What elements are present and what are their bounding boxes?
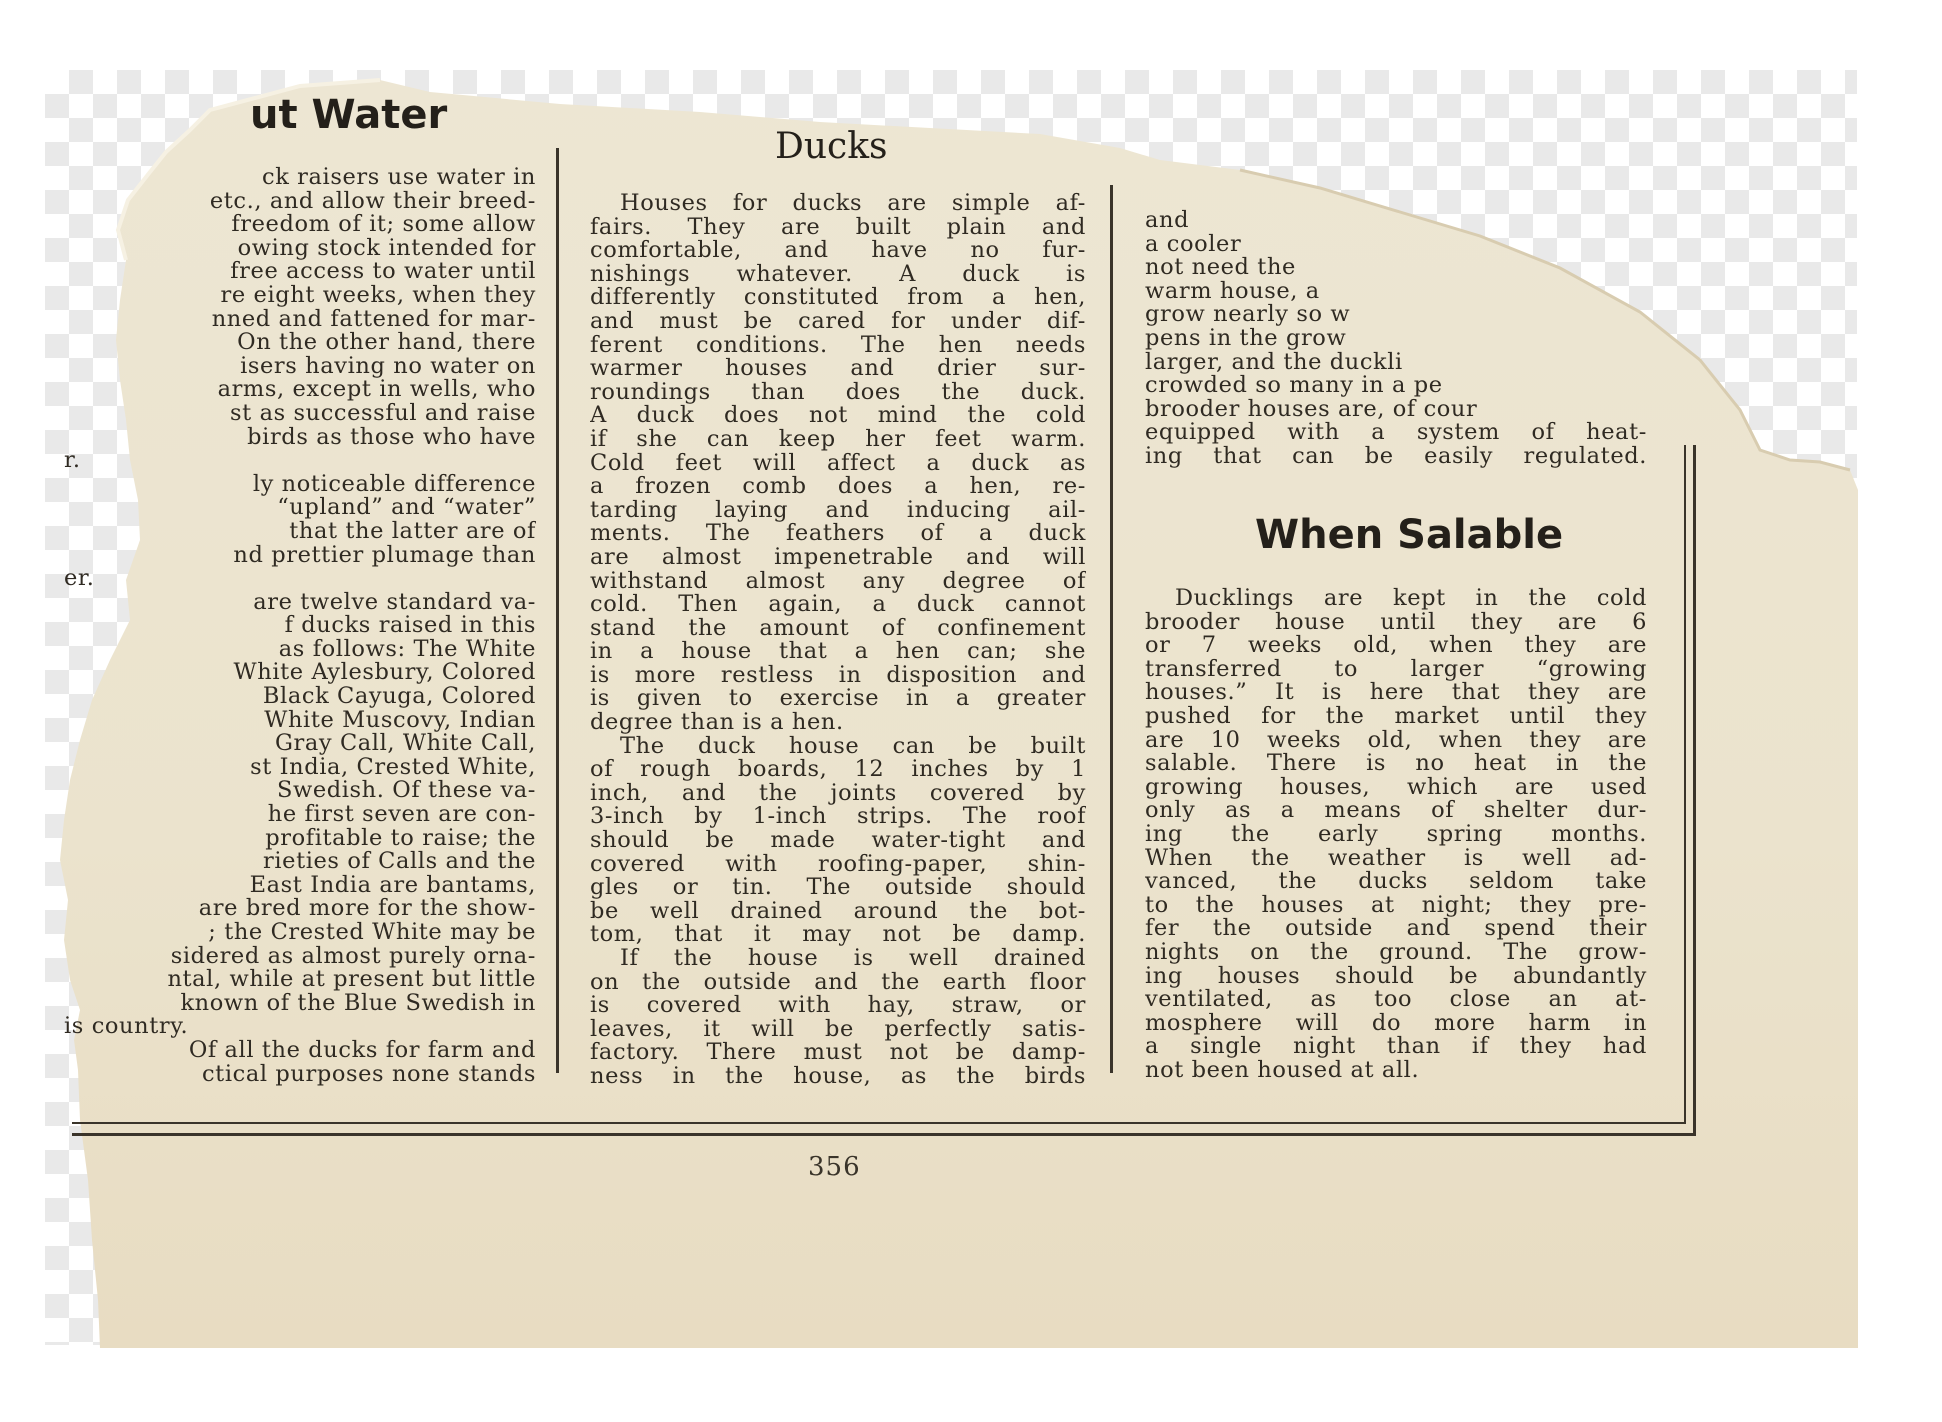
right-border-rule-outer bbox=[1693, 445, 1696, 1135]
text-line: ck raisers use water in bbox=[262, 166, 536, 190]
text-line: warmer houses and drier sur- bbox=[590, 357, 1086, 381]
page-number: 356 bbox=[808, 1152, 861, 1182]
text-line: st as successful and raise bbox=[230, 401, 536, 426]
text-line: are bred more for the show- bbox=[198, 897, 536, 921]
text-line: On the other hand, there bbox=[237, 331, 536, 355]
text-line: only as a means of shelter dur- bbox=[1145, 799, 1647, 823]
text-line: ing houses should be abundantly bbox=[1145, 964, 1647, 989]
text-line: ntal, while at present but little bbox=[167, 968, 536, 992]
text-line: Houses for ducks are simple af- bbox=[620, 192, 1086, 216]
text-line: nd prettier plumage than bbox=[233, 543, 536, 568]
text-line: be well drained around the bot- bbox=[590, 899, 1086, 924]
left-heading-fragment: ut Water bbox=[250, 92, 448, 138]
text-line: Of all the ducks for farm and bbox=[188, 1038, 536, 1063]
text-line: transferred to larger “growing bbox=[1145, 657, 1647, 682]
text-line: growing houses, which are used bbox=[1145, 775, 1647, 800]
right-heading: When Salable bbox=[1255, 512, 1564, 558]
middle-column bbox=[590, 192, 1086, 1089]
text-line: 3-inch by 1-inch strips. The roof bbox=[590, 805, 1086, 830]
text-line: The duck house can be built bbox=[620, 734, 1086, 759]
middle-heading: Ducks bbox=[775, 126, 888, 167]
text-line: When the weather is well ad- bbox=[1145, 846, 1647, 871]
text-line: brooder houses are, of cour bbox=[1145, 397, 1478, 422]
text-line: is country. bbox=[64, 1015, 189, 1039]
text-line: a single night than if they had bbox=[1145, 1035, 1647, 1059]
text-line: are twelve standard va- bbox=[253, 590, 536, 615]
text-line: brooder house until they are 6 bbox=[1145, 610, 1647, 635]
text-line: sidered as almost purely orna- bbox=[170, 944, 536, 969]
text-line: is given to exercise in a greater bbox=[590, 687, 1086, 712]
text-line: White Muscovy, Indian bbox=[264, 708, 536, 733]
text-line: are almost impenetrable and will bbox=[590, 545, 1086, 570]
text-line: on the outside and the earth floor bbox=[590, 970, 1086, 995]
text-line: ferent conditions. The hen needs bbox=[590, 333, 1086, 358]
text-line: owing stock intended for bbox=[237, 236, 536, 261]
text-line: ness in the house, as the birds bbox=[590, 1064, 1086, 1089]
text-line: “upland” and “water” bbox=[277, 496, 536, 520]
text-line: A duck does not mind the cold bbox=[590, 404, 1086, 428]
text-line: ; the Crested White may be bbox=[208, 921, 536, 945]
text-line: inch, and the joints covered by bbox=[590, 781, 1086, 806]
text-line: not been housed at all. bbox=[1145, 1058, 1420, 1083]
right-column bbox=[1145, 587, 1647, 1082]
left-column bbox=[64, 166, 536, 1086]
text-line: arms, except in wells, who bbox=[217, 378, 536, 402]
text-line: degree than is a hen. bbox=[590, 711, 844, 735]
text-line: and must be cared for under dif- bbox=[590, 309, 1086, 334]
text-line: of rough boards, 12 inches by 1 bbox=[590, 758, 1086, 782]
text-line: fairs. They are built plain and bbox=[590, 215, 1086, 240]
text-line: pens in the grow bbox=[1145, 326, 1347, 351]
text-line: etc., and allow their breed- bbox=[209, 189, 536, 214]
text-line: ctical purposes none stands bbox=[201, 1062, 536, 1087]
text-line: equipped with a system of heat- bbox=[1145, 421, 1647, 445]
text-line: factory. There must not be damp- bbox=[590, 1041, 1086, 1065]
text-line: gles or tin. The outside should bbox=[590, 876, 1086, 900]
text-line: nishings whatever. A duck is bbox=[590, 262, 1086, 287]
text-line: grow nearly so w bbox=[1145, 303, 1351, 327]
text-line: leaves, it will be perfectly satis- bbox=[590, 1017, 1086, 1042]
text-line: free access to water until bbox=[230, 260, 536, 284]
text-line: to the houses at night; they pre- bbox=[1145, 893, 1647, 918]
text-line: ly noticeable difference bbox=[252, 472, 536, 497]
text-line: and bbox=[1145, 209, 1190, 233]
text-line: er. bbox=[64, 567, 95, 591]
text-line: mosphere will do more harm in bbox=[1145, 1011, 1647, 1036]
column-rule-2 bbox=[1110, 185, 1113, 1073]
text-line: Swedish. Of these va- bbox=[276, 779, 536, 804]
text-line: larger, and the duckli bbox=[1145, 350, 1403, 375]
text-line: r. bbox=[64, 449, 81, 473]
right-column-top bbox=[1145, 209, 1647, 469]
text-line: f ducks raised in this bbox=[284, 614, 536, 638]
text-line: fer the outside and spend their bbox=[1145, 917, 1647, 941]
text-line: known of the Blue Swedish in bbox=[180, 991, 536, 1016]
text-line: ing the early spring months. bbox=[1145, 822, 1647, 847]
text-line: tom, that it may not be damp. bbox=[590, 923, 1086, 947]
text-line: ing that can be easily regulated. bbox=[1145, 444, 1647, 469]
column-rule-1 bbox=[556, 148, 559, 1073]
text-line: birds as those who have bbox=[247, 425, 536, 450]
text-line: Black Cayuga, Colored bbox=[262, 685, 536, 709]
text-line: profitable to raise; the bbox=[265, 826, 536, 851]
text-line: stand the amount of confinement bbox=[590, 616, 1086, 641]
text-line: differently constituted from a hen, bbox=[590, 286, 1086, 310]
text-line: isers having no water on bbox=[240, 354, 536, 379]
text-line: or 7 weeks old, when they are bbox=[1145, 634, 1647, 658]
text-line: should be made water-tight and bbox=[590, 829, 1086, 853]
text-line: covered with roofing-paper, shin- bbox=[590, 852, 1086, 877]
text-line: vanced, the ducks seldom take bbox=[1145, 870, 1647, 894]
text-line: if she can keep her feet warm. bbox=[590, 427, 1086, 452]
right-border-rule-inner bbox=[1684, 445, 1686, 1123]
text-line: in a house that a hen can; she bbox=[590, 640, 1086, 664]
text-line: not need the bbox=[1145, 256, 1296, 280]
text-line: Ducklings are kept in the cold bbox=[1175, 587, 1647, 611]
text-line: freedom of it; some allow bbox=[231, 213, 536, 237]
bottom-rule-outer bbox=[72, 1133, 1696, 1136]
text-line: he first seven are con- bbox=[267, 803, 536, 827]
text-line: re eight weeks, when they bbox=[220, 283, 536, 308]
text-line: withstand almost any degree of bbox=[590, 569, 1086, 594]
text-line: comfortable, and have no fur- bbox=[590, 239, 1086, 263]
text-line: East India are bantams, bbox=[249, 873, 536, 898]
text-line: a frozen comb does a hen, re- bbox=[590, 475, 1086, 499]
text-line: tarding laying and inducing ail- bbox=[590, 498, 1086, 523]
text-line: nned and fattened for mar- bbox=[211, 307, 536, 332]
text-line: st India, Crested White, bbox=[250, 755, 536, 780]
text-line: warm house, a bbox=[1145, 279, 1320, 304]
text-line: houses.” It is here that they are bbox=[1145, 681, 1647, 705]
text-line: nights on the ground. The grow- bbox=[1145, 940, 1647, 965]
text-line: salable. There is no heat in the bbox=[1145, 752, 1647, 776]
text-line: crowded so many in a pe bbox=[1145, 374, 1443, 398]
text-line: cold. Then again, a duck cannot bbox=[590, 593, 1086, 617]
text-line: ments. The feathers of a duck bbox=[590, 522, 1086, 546]
text-line: If the house is well drained bbox=[620, 947, 1086, 971]
text-line: pushed for the market until they bbox=[1145, 704, 1647, 729]
text-line: Cold feet will affect a duck as bbox=[590, 451, 1086, 476]
text-line: ventilated, as too close an at- bbox=[1145, 988, 1647, 1012]
text-line: rieties of Calls and the bbox=[263, 850, 536, 874]
bottom-rule-inner bbox=[72, 1122, 1686, 1124]
text-line: as follows: The White bbox=[278, 637, 536, 662]
text-line: White Aylesbury, Colored bbox=[233, 661, 536, 686]
text-line: roundings than does the duck. bbox=[590, 380, 1086, 405]
text-line: is covered with hay, straw, or bbox=[590, 994, 1086, 1018]
text-line: that the latter are of bbox=[289, 519, 536, 544]
text-line: Gray Call, White Call, bbox=[274, 732, 536, 756]
text-line: are 10 weeks old, when they are bbox=[1145, 728, 1647, 753]
text-line: is more restless in disposition and bbox=[590, 663, 1086, 688]
text-line: a cooler bbox=[1145, 232, 1242, 257]
